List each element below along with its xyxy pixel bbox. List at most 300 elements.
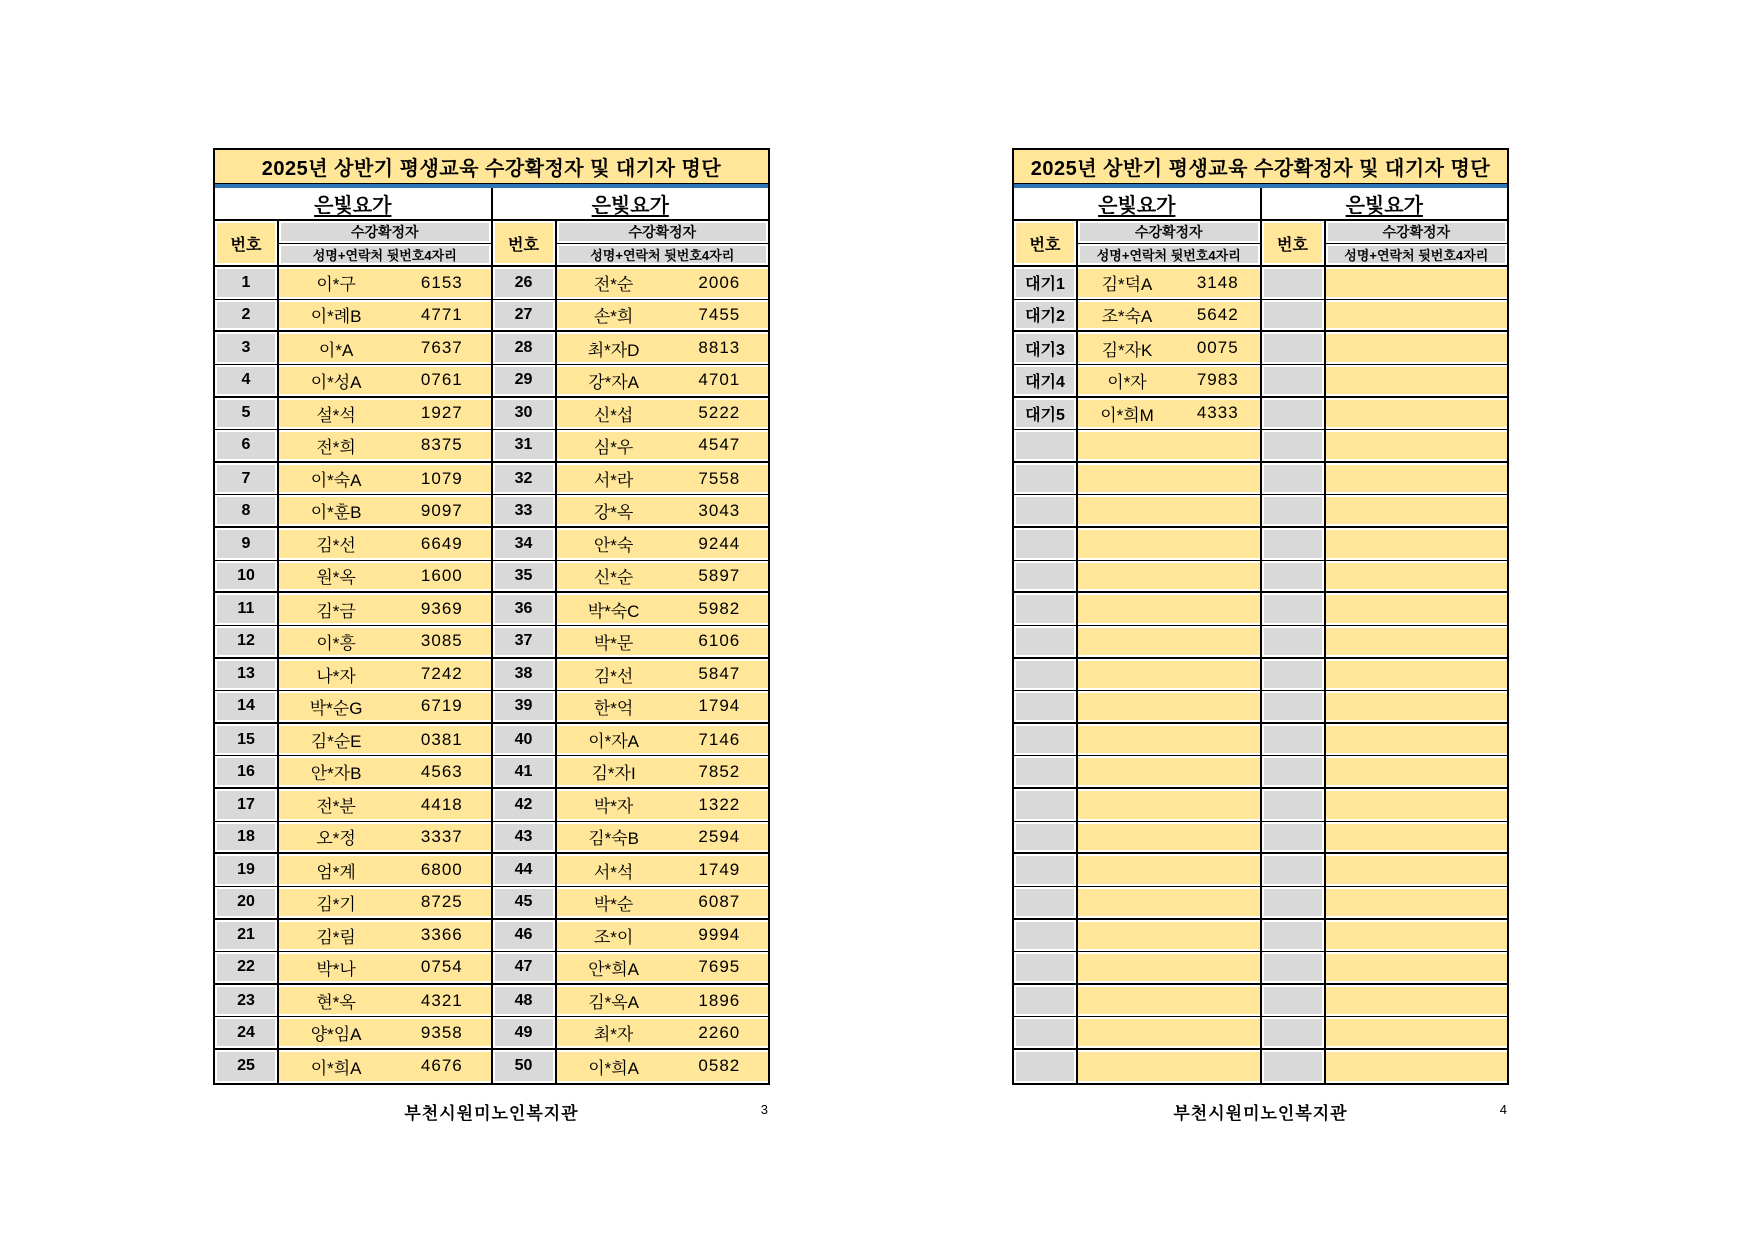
- table-title: 2025년 상반기 평생교육 수강확정자 및 대기자 명단: [215, 150, 768, 184]
- student-cell: [1078, 789, 1260, 822]
- contact-digits: 0381: [420, 729, 463, 749]
- student-name: 손*희: [593, 307, 634, 327]
- student-cell: [557, 1050, 769, 1083]
- contact-digits: 1927: [420, 403, 463, 423]
- name-contact-subheader: 성명+연락처 뒷번호4자리: [1326, 244, 1508, 267]
- row-number-cell: 32: [493, 463, 557, 496]
- student-name: 이*A: [318, 340, 354, 360]
- contact-digits: 9358: [420, 1022, 463, 1042]
- student-cell: [1078, 822, 1260, 855]
- row-number-cell: [1262, 332, 1326, 365]
- contact-digits: 3085: [420, 631, 463, 651]
- row-number-cell: [1014, 1050, 1078, 1083]
- student-cell: [557, 332, 769, 365]
- student-name: 이*희A: [310, 1058, 362, 1078]
- student-cell: [1326, 398, 1508, 431]
- table-body: [1014, 188, 1507, 1083]
- student-cell: [279, 854, 491, 887]
- student-cell: [279, 1050, 491, 1083]
- student-cell: [1326, 1017, 1508, 1050]
- contact-digits: 1322: [698, 794, 741, 814]
- contact-digits: 4333: [1196, 403, 1239, 423]
- row-number-cell: [1262, 756, 1326, 789]
- student-cell: [557, 463, 769, 496]
- course-column: [1014, 188, 1260, 1083]
- student-name: 김*자K: [1101, 340, 1153, 360]
- row-number-cell: [1262, 626, 1326, 659]
- student-name: 심*우: [593, 437, 634, 457]
- student-cell: [1078, 398, 1260, 431]
- student-name: 박*문: [593, 633, 634, 653]
- row-number-cell: 19: [215, 854, 279, 887]
- row-number-cell: 8: [215, 495, 279, 528]
- confirmed-header: 수강확정자: [1078, 221, 1260, 244]
- row-number-cell: 4: [215, 365, 279, 398]
- row-number-cell: 47: [493, 952, 557, 985]
- student-cell: [279, 463, 491, 496]
- student-cell: [1326, 561, 1508, 594]
- student-cell: [1326, 528, 1508, 561]
- student-cell: [557, 952, 769, 985]
- footer-org-name: 부천시원미노인복지관: [404, 1103, 579, 1123]
- number-column-header: 번호: [1014, 221, 1078, 267]
- student-cell: [279, 952, 491, 985]
- student-name: 원*옥: [316, 568, 356, 588]
- course-section-header: [215, 188, 491, 221]
- row-number-cell: [1262, 920, 1326, 953]
- student-cell: [1078, 332, 1260, 365]
- student-cell: [1326, 952, 1508, 985]
- row-number-cell: 7: [215, 463, 279, 496]
- student-name: 이*훈B: [310, 503, 362, 523]
- student-cell: [557, 822, 769, 855]
- student-name: 김*금: [316, 601, 356, 621]
- row-number-cell: 12: [215, 626, 279, 659]
- contact-digits: 1079: [420, 468, 463, 488]
- student-cell: [279, 561, 491, 594]
- row-number-cell: [1262, 398, 1326, 431]
- student-cell: [1078, 300, 1260, 333]
- student-cell: [557, 756, 769, 789]
- student-cell: [1326, 822, 1508, 855]
- row-number-cell: [1014, 789, 1078, 822]
- student-name: 신*섭: [593, 405, 634, 425]
- contact-digits: 7242: [420, 664, 463, 684]
- course-column: [215, 188, 491, 1083]
- student-cell: [1078, 365, 1260, 398]
- contact-digits: 8375: [420, 435, 463, 455]
- student-name: 이*자A: [588, 732, 639, 752]
- row-number-cell: 대기4: [1014, 365, 1078, 398]
- row-number-cell: [1262, 593, 1326, 626]
- student-cell: [279, 691, 491, 724]
- contact-digits: 8725: [420, 892, 463, 912]
- student-cell: [1326, 985, 1508, 1018]
- row-number-cell: 5: [215, 398, 279, 431]
- student-cell: [1326, 332, 1508, 365]
- course-title: 은빛요가: [1345, 195, 1423, 217]
- row-number-cell: [1014, 887, 1078, 920]
- row-number-cell: 28: [493, 332, 557, 365]
- contact-digits: 9994: [698, 925, 741, 945]
- row-number-cell: 38: [493, 659, 557, 692]
- page-4: [1012, 148, 1509, 1124]
- student-cell: [1326, 430, 1508, 463]
- contact-digits: 2260: [698, 1022, 741, 1042]
- contact-digits: 3043: [698, 500, 741, 520]
- row-number-cell: [1014, 463, 1078, 496]
- student-cell: [1326, 920, 1508, 953]
- course-column: [1260, 188, 1508, 1083]
- course-section-header: [1014, 188, 1260, 221]
- row-number-cell: 21: [215, 920, 279, 953]
- student-cell: [557, 854, 769, 887]
- student-cell: [1326, 626, 1508, 659]
- student-name: 신*순: [593, 568, 634, 588]
- contact-digits: 4701: [698, 370, 741, 390]
- student-cell: [1326, 593, 1508, 626]
- student-cell: [1078, 430, 1260, 463]
- student-cell: [1078, 1017, 1260, 1050]
- row-number-cell: [1014, 756, 1078, 789]
- row-number-cell: 26: [493, 267, 557, 300]
- student-cell: [557, 528, 769, 561]
- row-number-cell: [1262, 724, 1326, 757]
- student-cell: [557, 593, 769, 626]
- contact-digits: 9097: [420, 500, 463, 520]
- row-number-cell: 대기5: [1014, 398, 1078, 431]
- contact-digits: 6719: [420, 696, 463, 716]
- row-number-cell: [1014, 724, 1078, 757]
- student-cell: [1326, 1050, 1508, 1083]
- contact-digits: 7695: [698, 957, 741, 977]
- contact-digits: 1794: [698, 696, 741, 716]
- contact-digits: 7637: [420, 338, 463, 358]
- student-cell: [1078, 691, 1260, 724]
- student-name: 엄*계: [316, 862, 356, 882]
- name-contact-subheader: 성명+연락처 뒷번호4자리: [279, 244, 491, 267]
- contact-digits: 0761: [420, 370, 463, 390]
- contact-digits: 7852: [698, 761, 741, 781]
- contact-digits: 6153: [420, 272, 463, 292]
- contact-digits: 5642: [1196, 304, 1239, 324]
- contact-digits: 7146: [698, 729, 741, 749]
- student-name: 박*순G: [309, 698, 363, 718]
- contact-digits: 0582: [698, 1056, 741, 1076]
- row-number-cell: 31: [493, 430, 557, 463]
- student-cell: [1078, 724, 1260, 757]
- footer-org-name: 부천시원미노인복지관: [1173, 1103, 1348, 1123]
- student-cell: [1326, 887, 1508, 920]
- student-cell: [557, 789, 769, 822]
- student-cell: [1078, 756, 1260, 789]
- row-number-cell: 대기2: [1014, 300, 1078, 333]
- contact-digits: 9244: [698, 533, 741, 553]
- student-cell: [1326, 756, 1508, 789]
- student-cell: [279, 495, 491, 528]
- student-name: 설*석: [316, 405, 356, 425]
- student-cell: [279, 430, 491, 463]
- row-number-cell: [1262, 365, 1326, 398]
- row-number-cell: 37: [493, 626, 557, 659]
- row-number-cell: 6: [215, 430, 279, 463]
- student-cell: [557, 985, 769, 1018]
- row-number-cell: [1262, 300, 1326, 333]
- number-column-header: 번호: [215, 221, 279, 267]
- contact-digits: 8813: [698, 338, 741, 358]
- student-cell: [279, 756, 491, 789]
- row-number-cell: 41: [493, 756, 557, 789]
- row-number-cell: [1014, 593, 1078, 626]
- student-cell: [1078, 495, 1260, 528]
- student-cell: [279, 267, 491, 300]
- row-number-cell: 13: [215, 659, 279, 692]
- page-3: [213, 148, 770, 1124]
- student-cell: [557, 300, 769, 333]
- student-cell: [279, 920, 491, 953]
- student-name: 이*희A: [588, 1058, 639, 1078]
- row-number-cell: 25: [215, 1050, 279, 1083]
- student-cell: [1078, 626, 1260, 659]
- row-number-cell: 3: [215, 332, 279, 365]
- course-section-header: [1262, 188, 1508, 221]
- student-name: 이*성A: [310, 372, 362, 392]
- student-name: 최*자D: [587, 340, 640, 360]
- row-number-cell: 35: [493, 561, 557, 594]
- row-number-cell: [1014, 985, 1078, 1018]
- student-cell: [557, 365, 769, 398]
- course-title: 은빛요가: [591, 195, 669, 217]
- row-number-cell: [1014, 528, 1078, 561]
- page-footer: [213, 1099, 770, 1124]
- row-number-cell: [1014, 659, 1078, 692]
- row-number-cell: 49: [493, 1017, 557, 1050]
- row-number-cell: [1014, 920, 1078, 953]
- row-number-cell: 2: [215, 300, 279, 333]
- student-name: 조*이: [593, 927, 634, 947]
- student-cell: [1078, 267, 1260, 300]
- row-number-cell: 45: [493, 887, 557, 920]
- row-number-cell: 34: [493, 528, 557, 561]
- row-number-cell: 17: [215, 789, 279, 822]
- student-cell: [1078, 854, 1260, 887]
- row-number-cell: 43: [493, 822, 557, 855]
- row-number-cell: [1014, 561, 1078, 594]
- row-number-cell: 40: [493, 724, 557, 757]
- student-cell: [279, 887, 491, 920]
- student-name: 이*숙A: [310, 471, 362, 491]
- student-name: 박*나: [316, 959, 356, 979]
- contact-digits: 3148: [1196, 272, 1239, 292]
- row-number-cell: 20: [215, 887, 279, 920]
- row-number-cell: [1014, 822, 1078, 855]
- contact-digits: 3337: [420, 826, 463, 846]
- contact-digits: 4321: [420, 990, 463, 1010]
- student-name: 김*기: [316, 894, 356, 914]
- student-name: 양*임A: [310, 1025, 362, 1045]
- course-column: [491, 188, 769, 1083]
- course-title: 은빛요가: [1098, 195, 1176, 217]
- row-number-cell: 대기1: [1014, 267, 1078, 300]
- contact-digits: 2594: [698, 826, 741, 846]
- student-name: 조*숙A: [1101, 307, 1153, 327]
- student-name: 전*희: [316, 437, 356, 457]
- student-cell: [1326, 365, 1508, 398]
- number-column-header: 번호: [493, 221, 557, 267]
- confirmed-header: 수강확정자: [557, 221, 769, 244]
- contact-digits: 1600: [420, 565, 463, 585]
- contact-digits: 2006: [698, 272, 741, 292]
- student-name: 김*림: [316, 927, 356, 947]
- student-name: 안*자B: [310, 764, 362, 784]
- contact-digits: 1896: [698, 990, 741, 1010]
- student-name: 김*숙B: [588, 829, 639, 849]
- table-title: 2025년 상반기 평생교육 수강확정자 및 대기자 명단: [1014, 150, 1507, 184]
- row-number-cell: 9: [215, 528, 279, 561]
- page-footer: [1012, 1099, 1509, 1124]
- student-cell: [1078, 887, 1260, 920]
- student-name: 이*흥: [316, 633, 356, 653]
- student-cell: [1078, 985, 1260, 1018]
- student-cell: [1078, 952, 1260, 985]
- row-number-cell: [1262, 952, 1326, 985]
- confirmed-header: 수강확정자: [1326, 221, 1508, 244]
- student-cell: [557, 724, 769, 757]
- contact-digits: 6800: [420, 860, 463, 880]
- table-body: [215, 188, 768, 1083]
- student-cell: [1078, 593, 1260, 626]
- contact-digits: 6087: [698, 892, 741, 912]
- row-number-cell: [1262, 659, 1326, 692]
- row-number-cell: 39: [493, 691, 557, 724]
- student-name: 김*순E: [310, 732, 362, 752]
- course-title: 은빛요가: [314, 195, 392, 217]
- student-cell: [279, 659, 491, 692]
- student-name: 강*옥: [593, 503, 634, 523]
- contact-digits: 5222: [698, 403, 741, 423]
- row-number-cell: 18: [215, 822, 279, 855]
- student-cell: [1078, 528, 1260, 561]
- row-number-cell: 22: [215, 952, 279, 985]
- contact-digits: 5847: [698, 664, 741, 684]
- row-number-cell: 24: [215, 1017, 279, 1050]
- student-cell: [1078, 463, 1260, 496]
- roster-table: [213, 148, 770, 1085]
- row-number-cell: 50: [493, 1050, 557, 1083]
- row-number-cell: [1262, 561, 1326, 594]
- row-number-cell: 15: [215, 724, 279, 757]
- row-number-cell: [1262, 822, 1326, 855]
- student-name: 이*구: [316, 275, 356, 295]
- student-name: 강*자A: [588, 372, 639, 392]
- student-cell: [1326, 495, 1508, 528]
- row-number-cell: [1014, 952, 1078, 985]
- student-cell: [279, 332, 491, 365]
- row-number-cell: [1262, 985, 1326, 1018]
- contact-digits: 0075: [1196, 338, 1239, 358]
- row-number-cell: 44: [493, 854, 557, 887]
- row-number-cell: [1262, 1017, 1326, 1050]
- student-cell: [557, 495, 769, 528]
- student-cell: [557, 267, 769, 300]
- student-name: 이*례B: [310, 307, 362, 327]
- student-name: 김*선: [316, 536, 356, 556]
- student-name: 김*자I: [591, 764, 636, 784]
- student-cell: [557, 626, 769, 659]
- row-number-cell: 11: [215, 593, 279, 626]
- row-number-cell: 48: [493, 985, 557, 1018]
- row-number-cell: [1262, 691, 1326, 724]
- contact-digits: 4771: [420, 304, 463, 324]
- row-number-cell: [1262, 430, 1326, 463]
- contact-digits: 6106: [698, 631, 741, 651]
- row-number-cell: [1262, 463, 1326, 496]
- contact-digits: 7455: [698, 304, 741, 324]
- student-name: 이*희M: [1100, 405, 1154, 425]
- student-cell: [557, 430, 769, 463]
- row-number-cell: [1262, 854, 1326, 887]
- student-cell: [279, 985, 491, 1018]
- student-name: 안*숙: [593, 536, 634, 556]
- student-name: 한*억: [593, 698, 634, 718]
- page-number: 3: [760, 1101, 768, 1117]
- student-cell: [557, 887, 769, 920]
- row-number-cell: 27: [493, 300, 557, 333]
- row-number-cell: 대기3: [1014, 332, 1078, 365]
- row-number-cell: 42: [493, 789, 557, 822]
- row-number-cell: [1014, 854, 1078, 887]
- student-name: 현*옥: [316, 993, 356, 1013]
- student-cell: [557, 398, 769, 431]
- student-cell: [279, 1017, 491, 1050]
- contact-digits: 6649: [420, 533, 463, 553]
- row-number-cell: 46: [493, 920, 557, 953]
- student-cell: [279, 593, 491, 626]
- row-number-cell: 16: [215, 756, 279, 789]
- student-cell: [1326, 854, 1508, 887]
- student-cell: [1078, 659, 1260, 692]
- student-cell: [1326, 691, 1508, 724]
- student-name: 전*순: [593, 275, 634, 295]
- student-name: 오*정: [316, 829, 356, 849]
- name-contact-subheader: 성명+연락처 뒷번호4자리: [1078, 244, 1260, 267]
- student-name: 김*덕A: [1101, 275, 1153, 295]
- row-number-cell: [1014, 626, 1078, 659]
- contact-digits: 5897: [698, 565, 741, 585]
- row-number-cell: [1262, 1050, 1326, 1083]
- student-name: 박*순: [593, 894, 634, 914]
- student-cell: [1326, 300, 1508, 333]
- contact-digits: 7558: [698, 468, 741, 488]
- contact-digits: 5982: [698, 599, 741, 619]
- student-cell: [279, 724, 491, 757]
- student-cell: [1326, 789, 1508, 822]
- student-cell: [557, 1017, 769, 1050]
- student-cell: [557, 561, 769, 594]
- student-name: 박*자: [593, 797, 634, 817]
- row-number-cell: [1014, 495, 1078, 528]
- student-cell: [1326, 659, 1508, 692]
- row-number-cell: 30: [493, 398, 557, 431]
- contact-digits: 4547: [698, 435, 741, 455]
- student-cell: [1078, 920, 1260, 953]
- student-name: 김*옥A: [588, 993, 639, 1013]
- student-cell: [279, 365, 491, 398]
- roster-table: [1012, 148, 1509, 1085]
- student-cell: [279, 398, 491, 431]
- student-cell: [1326, 724, 1508, 757]
- student-cell: [279, 528, 491, 561]
